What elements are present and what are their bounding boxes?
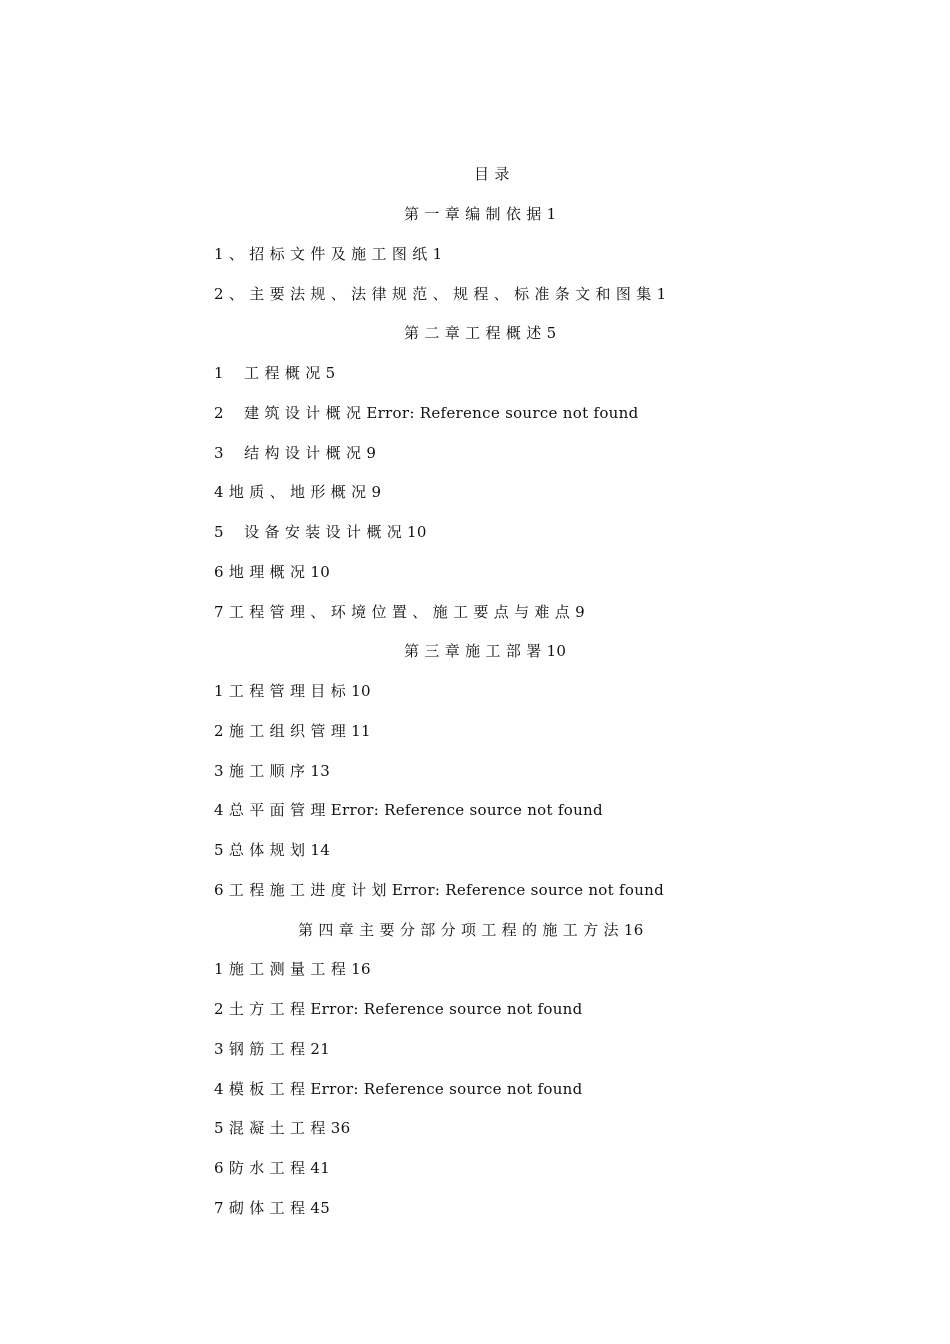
toc-entry: 3 钢 筋 工 程 21 xyxy=(214,1040,331,1058)
toc-entry: 2 、 主 要 法 规 、 法 律 规 范 、 规 程 、 标 准 条 文 和 图 集 1 xyxy=(214,285,667,303)
toc-entry: 7 砌 体 工 程 45 xyxy=(214,1199,331,1217)
toc-entry: 1 工 程 管 理 目 标 10 xyxy=(214,682,371,700)
toc-chapter-4: 第 四 章 主 要 分 部 分 项 工 程 的 施 工 方 法 16 xyxy=(298,921,644,939)
toc-chapter-3: 第 三 章 施 工 部 署 10 xyxy=(404,642,567,660)
toc-chapter-2: 第 二 章 工 程 概 述 5 xyxy=(404,324,557,342)
toc-entry: 4 地 质 、 地 形 概 况 9 xyxy=(214,483,382,501)
toc-entry: 5 混 凝 土 工 程 36 xyxy=(214,1119,351,1137)
toc-entry: 7 工 程 管 理 、 环 境 位 置 、 施 工 要 点 与 难 点 9 xyxy=(214,603,586,621)
toc-entry: 5 设 备 安 装 设 计 概 况 10 xyxy=(214,523,427,541)
toc-entry: 4 模 板 工 程 Error: Reference source not found xyxy=(214,1080,583,1098)
toc-entry: 2 土 方 工 程 Error: Reference source not found xyxy=(214,1000,583,1018)
toc-entry: 2 建 筑 设 计 概 况 Error: Reference source not found xyxy=(214,404,639,422)
toc-entry: 3 施 工 顺 序 13 xyxy=(214,762,331,780)
toc-entry: 1 、 招 标 文 件 及 施 工 图 纸 1 xyxy=(214,245,443,263)
toc-entry: 1 工 程 概 况 5 xyxy=(214,364,336,382)
toc-entry: 2 施 工 组 织 管 理 11 xyxy=(214,722,371,740)
toc-chapter-1: 第 一 章 编 制 依 据 1 xyxy=(404,205,557,223)
toc-entry: 1 施 工 测 量 工 程 16 xyxy=(214,960,371,978)
toc-entry: 6 地 理 概 况 10 xyxy=(214,563,331,581)
toc-entry: 4 总 平 面 管 理 Error: Reference source not found xyxy=(214,801,603,819)
toc-entry: 5 总 体 规 划 14 xyxy=(214,841,331,859)
toc-entry: 6 工 程 施 工 进 度 计 划 Error: Reference source not found xyxy=(214,881,665,899)
toc-entry: 6 防 水 工 程 41 xyxy=(214,1159,331,1177)
toc-entry: 3 结 构 设 计 概 况 9 xyxy=(214,444,377,462)
toc-title: 目 录 xyxy=(474,165,510,183)
